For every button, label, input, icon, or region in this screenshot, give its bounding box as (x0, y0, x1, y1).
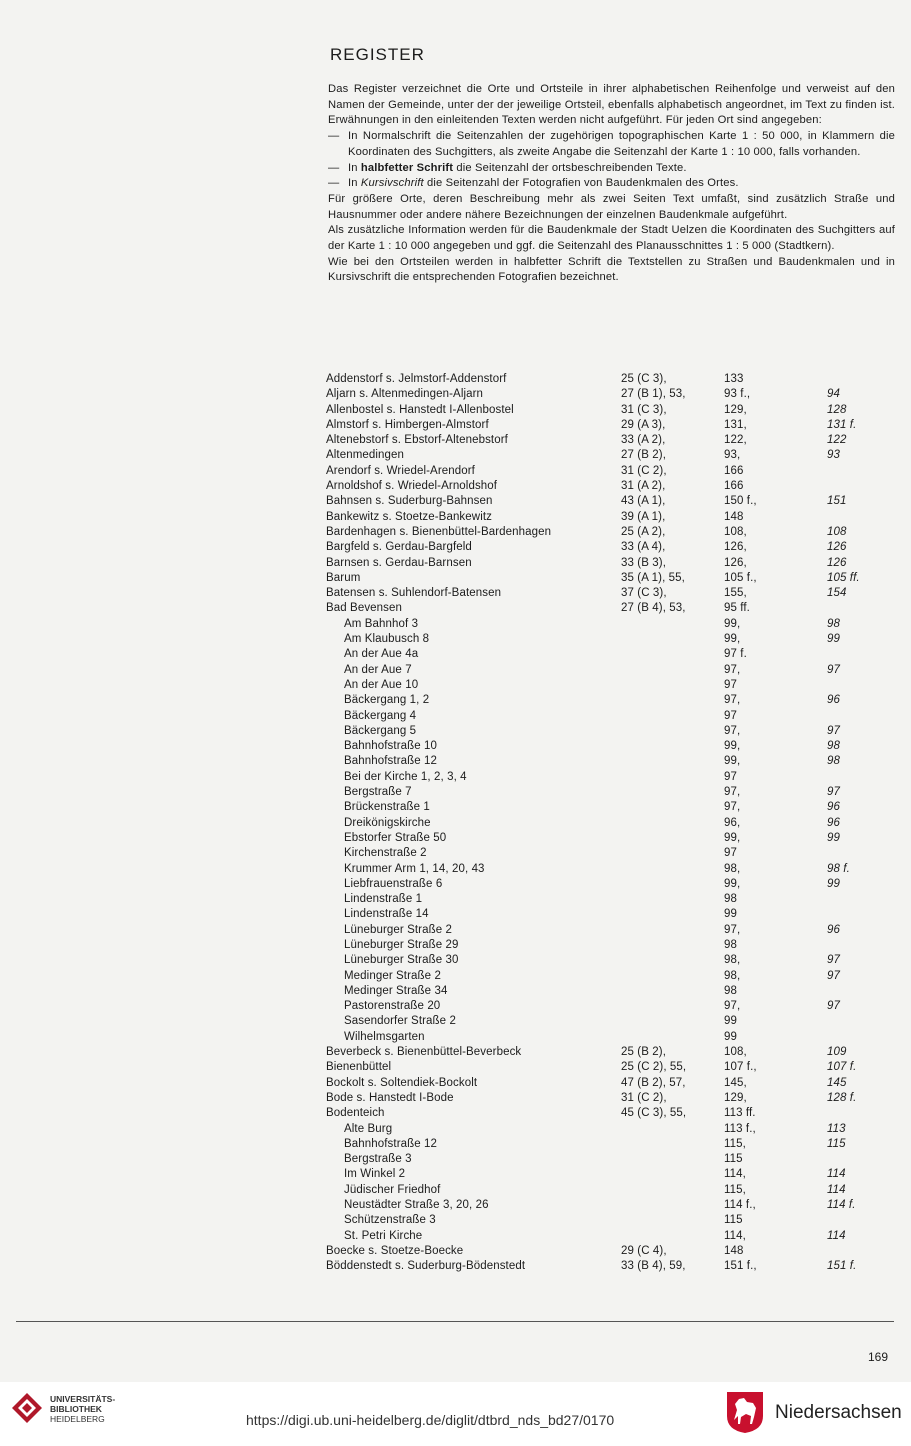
map-reference: 31 (C 3), (621, 403, 667, 416)
entry-name: Arendorf s. Wriedel-Arendorf (326, 464, 475, 477)
map-reference: 25 (C 2), 55, (621, 1061, 687, 1074)
text-page: 97 f. (724, 648, 747, 661)
text-page: 155, (724, 587, 747, 600)
photo-page: 114 (827, 1183, 846, 1196)
register-entry (318, 387, 878, 402)
map-reference: 27 (B 1), 53, (621, 388, 686, 401)
register-entry (318, 1106, 878, 1121)
map-reference: 43 (A 1), (621, 495, 666, 508)
entry-name: Schützenstraße 3 (344, 1214, 436, 1227)
intro-paragraph: Für größere Orte, deren Beschreibung mehr als zwei Seiten Text umfaßt, sind zusätzlich Straße und Hausnummer oder andere nähere Bezeichnungen der einzelnen Baudenkmale aufgeführt. (328, 192, 895, 221)
text-page: 126, (724, 541, 747, 554)
text-page: 105 f., (724, 571, 757, 584)
map-reference: 31 (C 2), (621, 464, 667, 477)
intro-dash-item (328, 129, 895, 160)
dash-mark: — (328, 130, 340, 143)
entry-name: Am Bahnhof 3 (344, 617, 419, 630)
entry-name: Lüneburger Straße 30 (344, 954, 459, 967)
text-page: 145, (724, 1076, 747, 1089)
entry-name: Bahnhofstraße 12 (344, 755, 438, 768)
text-page: 151 f., (724, 1260, 757, 1273)
text-page: 131, (724, 418, 747, 431)
entry-name: Bargfeld s. Gerdau-Bargfeld (326, 541, 472, 554)
entry-name: Im Winkel 2 (344, 1168, 406, 1181)
entry-name: Medinger Straße 34 (344, 984, 448, 997)
document-url-link[interactable]: https://digi.ub.uni-heidelberg.de/diglit/dtbrd_nds_bd27/0170 (246, 1412, 615, 1428)
text-page: 114, (724, 1229, 746, 1242)
map-reference: 33 (B 3), (621, 556, 667, 569)
text-page: 98 (724, 893, 737, 906)
map-reference: 27 (B 2), (621, 449, 667, 462)
text-page: 99, (724, 633, 741, 646)
register-subentry (318, 785, 878, 800)
text-page: 98, (724, 862, 741, 875)
text-page: 98, (724, 969, 741, 982)
text-page: 148 (724, 510, 744, 523)
niedersachsen-horse-icon[interactable] (725, 1390, 765, 1434)
entry-name: Aljarn s. Altenmedingen-Aljarn (326, 388, 484, 401)
register-subentry (318, 800, 878, 815)
text-page: 113 f., (724, 1122, 756, 1135)
register-entry (318, 571, 878, 586)
photo-page: 131 f. (827, 418, 857, 431)
entry-name: Barnsen s. Gerdau-Barnsen (326, 556, 472, 569)
entry-name: Boecke s. Stoetze-Boecke (326, 1244, 464, 1257)
entry-name: Altenmedingen (326, 449, 405, 462)
text-page: 166 (724, 480, 744, 493)
text-page: 108, (724, 525, 747, 538)
intro-paragraph: Wie bei den Ortsteilen werden in halbfetter Schrift die Textstellen zu Straßen und Baudenkmalen und in Kursivschrift die entsprechenden Fotografien bezeichnet. (328, 255, 895, 284)
photo-page: 151 f. (827, 1260, 857, 1273)
register-subentry (318, 846, 878, 861)
text-page: 150 f., (724, 495, 757, 508)
text-page: 97, (724, 663, 741, 676)
text-page: 166 (724, 464, 744, 477)
photo-page: 114 (827, 1229, 846, 1242)
map-reference: 33 (B 4), 59, (621, 1260, 686, 1273)
text-page: 95 ff. (724, 602, 750, 615)
entry-name: Bahnhofstraße 10 (344, 740, 438, 753)
register-entry (318, 556, 878, 571)
entry-name: Allenbostel s. Hanstedt I-Allenbostel (326, 403, 514, 416)
text-page: 97 (724, 847, 737, 860)
register-entry (318, 464, 878, 479)
register-subentry (318, 1152, 878, 1167)
register-subentry (318, 770, 878, 785)
text-page: 98 (724, 984, 737, 997)
photo-page: 98 (827, 617, 840, 630)
entry-name: Lindenstraße 1 (344, 893, 423, 906)
library-line: HEIDELBERG (50, 1414, 105, 1424)
entry-name: Am Klaubusch 8 (344, 633, 430, 646)
text-page: 98 (724, 938, 737, 951)
dash-text (348, 176, 895, 192)
state-name[interactable]: Niedersachsen (775, 1402, 902, 1423)
register-subentry (318, 724, 878, 739)
text-page: 97, (724, 694, 741, 707)
register-subentry (318, 923, 878, 938)
register-subentry (318, 1014, 878, 1029)
photo-page: 97 (827, 724, 840, 737)
register-subentry (318, 1198, 878, 1213)
entry-name: Arnoldshof s. Wriedel-Arnoldshof (326, 480, 498, 493)
map-reference: 31 (C 2), (621, 1091, 667, 1104)
dash-text: In Normalschrift die Seitenzahlen der zugehörigen topographischen Karte 1 : 50 000, in Klammern die Koordinaten des Suchgitters, als zweite Angabe die Seitenzahl der Karte 1 : 10 000, falls vorhanden. (348, 130, 895, 158)
register-list (318, 372, 878, 1275)
photo-page: 145 (827, 1076, 847, 1089)
text-page: 108, (724, 1046, 747, 1059)
text-page: 99, (724, 617, 741, 630)
entry-name: Bergstraße 3 (344, 1153, 412, 1166)
ub-heidelberg-logo-icon[interactable] (10, 1391, 44, 1425)
map-reference: 47 (B 2), 57, (621, 1076, 686, 1089)
entry-name: An der Aue 4a (344, 648, 419, 661)
map-reference: 33 (A 4), (621, 541, 666, 554)
entry-name: Batensen s. Suhlendorf-Batensen (326, 587, 502, 600)
intro-dash-item (328, 161, 895, 177)
library-line: UNIVERSITÄTS- (50, 1394, 116, 1404)
text-page: 107 f., (724, 1061, 757, 1074)
register-entry (318, 372, 878, 387)
register-entry (318, 403, 878, 418)
photo-page: 97 (827, 969, 840, 982)
entry-name: Bahnhofstraße 12 (344, 1137, 438, 1150)
map-reference: 39 (A 1), (621, 510, 666, 523)
text-page: 129, (724, 403, 747, 416)
text-page: 97, (724, 1000, 741, 1013)
entry-name: Neustädter Straße 3, 20, 26 (344, 1199, 489, 1212)
photo-page: 151 (827, 495, 847, 508)
text-page: 93 f., (724, 388, 751, 401)
text-page: 97, (724, 801, 741, 814)
entry-name: Bäckergang 1, 2 (344, 694, 430, 707)
register-subentry (318, 663, 878, 678)
entry-name: St. Petri Kirche (344, 1229, 423, 1242)
footer-divider (16, 1321, 894, 1322)
photo-page: 108 (827, 525, 847, 538)
entry-name: Alte Burg (344, 1122, 393, 1135)
photo-page: 99 (827, 633, 840, 646)
register-subentry (318, 1213, 878, 1228)
text-page: 99 (724, 1015, 737, 1028)
entry-name: Bäckergang 5 (344, 724, 417, 737)
map-reference: 45 (C 3), 55, (621, 1107, 687, 1120)
photo-page: 114 (827, 1168, 846, 1181)
photo-page: 126 (827, 556, 847, 569)
register-subentry (318, 754, 878, 769)
text-page: 115 (724, 1153, 743, 1166)
text-page: 133 (724, 373, 744, 385)
register-entry (318, 586, 878, 601)
photo-page: 97 (827, 786, 840, 799)
register-entry (318, 601, 878, 616)
dash-mark: — (328, 161, 340, 174)
text-page: 99, (724, 755, 741, 768)
text-page: 99 (724, 908, 737, 921)
text-page: 97, (724, 923, 741, 936)
register-subentry (318, 739, 878, 754)
map-reference: 31 (A 2), (621, 480, 666, 493)
entry-name: Ebstorfer Straße 50 (344, 831, 447, 844)
photo-page: 126 (827, 541, 847, 554)
text-page: 126, (724, 556, 747, 569)
register-subentry (318, 1167, 878, 1182)
entry-name: Altenebstorf s. Ebstorf-Altenebstorf (326, 434, 508, 447)
register-subentry (318, 632, 878, 647)
entry-name: Bodenteich (326, 1107, 385, 1120)
register-subentry (318, 816, 878, 831)
register-entry (318, 494, 878, 509)
register-subentry (318, 678, 878, 693)
map-reference: 35 (A 1), 55, (621, 571, 685, 584)
intro-paragraph: Als zusätzliche Information werden für die Baudenkmale der Stadt Uelzen die Koordinaten des Suchgitters auf der Karte 1 : 10 000 angegeben und ggf. die Seitenzahl des Planausschnittes 1 : 5 000 (Stadtkern). (328, 224, 895, 253)
text-page: 99, (724, 877, 741, 890)
dash-text-italic: Kursivschrift (360, 177, 424, 190)
register-subentry (318, 831, 878, 846)
dash-text (348, 161, 895, 177)
photo-page: 154 (827, 587, 847, 600)
photo-page: 98 (827, 755, 840, 768)
library-line: BIBLIOTHEK (50, 1404, 102, 1414)
register-subentry (318, 1183, 878, 1198)
photo-page: 115 (827, 1137, 846, 1150)
text-page: 98, (724, 954, 741, 967)
photo-page: 98 (827, 740, 840, 753)
photo-page: 105 ff. (827, 571, 860, 584)
page-number: 169 (868, 1350, 889, 1364)
entry-name: Pastorenstraße 20 (344, 1000, 441, 1013)
text-page: 97, (724, 724, 741, 737)
library-name[interactable] (50, 1394, 115, 1424)
entry-name: Lüneburger Straße 2 (344, 923, 453, 936)
entry-name: Jüdischer Friedhof (344, 1183, 441, 1196)
register-subentry (318, 953, 878, 968)
map-reference: 29 (C 4), (621, 1244, 667, 1257)
register-subentry (318, 938, 878, 953)
text-page: 115, (724, 1183, 746, 1196)
photo-page: 109 (827, 1046, 847, 1059)
register-subentry (318, 709, 878, 724)
photo-page: 113 (827, 1122, 846, 1135)
text-page: 113 ff. (724, 1107, 756, 1120)
register-subentry (318, 617, 878, 632)
photo-page: 94 (827, 388, 840, 401)
map-reference: 25 (B 2), (621, 1046, 667, 1059)
photo-page: 97 (827, 1000, 840, 1013)
entry-name: Lüneburger Straße 29 (344, 938, 459, 951)
dash-text-pre: In (348, 177, 361, 190)
register-subentry (318, 969, 878, 984)
register-subentry (318, 984, 878, 999)
photo-page: 96 (827, 923, 840, 936)
photo-page: 97 (827, 663, 840, 676)
register-entry (318, 418, 878, 433)
entry-name: Bahnsen s. Suderburg-Bahnsen (326, 495, 493, 508)
entry-name: Brückenstraße 1 (344, 801, 430, 814)
register-subentry (318, 1137, 878, 1152)
register-entry (318, 510, 878, 525)
register-subentry (318, 907, 878, 922)
entry-name: Almstorf s. Himbergen-Almstorf (326, 418, 489, 431)
entry-name: Dreikönigskirche (344, 816, 431, 829)
photo-page: 96 (827, 801, 840, 814)
map-reference: 27 (B 4), 53, (621, 602, 686, 615)
entry-name: Wilhelmsgarten (344, 1030, 425, 1043)
photo-page: 97 (827, 954, 840, 967)
text-page: 93, (724, 449, 741, 462)
page-title: REGISTER (330, 45, 425, 64)
register-entry (318, 540, 878, 555)
entry-name: An der Aue 10 (344, 678, 419, 691)
entry-name: Bergstraße 7 (344, 786, 412, 799)
text-page: 148 (724, 1244, 744, 1257)
text-page: 97, (724, 786, 741, 799)
text-page: 129, (724, 1091, 747, 1104)
text-page: 96, (724, 816, 741, 829)
photo-page: 96 (827, 694, 840, 707)
text-page: 114, (724, 1168, 746, 1181)
text-page: 97 (724, 770, 737, 783)
register-subentry (318, 693, 878, 708)
register-subentry (318, 999, 878, 1014)
register-subentry (318, 862, 878, 877)
entry-name: Addenstorf s. Jelmstorf-Addenstorf (326, 373, 507, 385)
register-subentry (318, 1122, 878, 1137)
entry-name: Liebfrauenstraße 6 (344, 877, 443, 890)
map-reference: 25 (C 3), (621, 373, 667, 385)
intro-dash-item (328, 176, 895, 192)
photo-page: 122 (827, 434, 847, 447)
photo-page: 93 (827, 449, 840, 462)
register-entry (318, 525, 878, 540)
dash-text-post: die Seitenzahl der Fotografien von Baudenkmalen des Ortes. (423, 177, 739, 190)
register-entry (318, 1060, 878, 1075)
text-page: 99, (724, 740, 741, 753)
text-page: 97 (724, 678, 737, 691)
register-entry (318, 1045, 878, 1060)
map-reference: 33 (A 2), (621, 434, 666, 447)
photo-page: 99 (827, 877, 840, 890)
register-subentry (318, 892, 878, 907)
dash-mark: — (328, 177, 340, 190)
entry-name: Bode s. Hanstedt I-Bode (326, 1091, 454, 1104)
map-reference: 29 (A 3), (621, 418, 666, 431)
map-reference: 25 (A 2), (621, 525, 666, 538)
register-subentry (318, 1030, 878, 1045)
entry-name: Bienenbüttel (326, 1061, 392, 1074)
photo-page: 96 (827, 816, 840, 829)
photo-page: 107 f. (827, 1061, 857, 1074)
text-page: 97 (724, 709, 737, 722)
entry-name: Bockolt s. Soltendiek-Bockolt (326, 1076, 478, 1089)
text-page: 99, (724, 831, 741, 844)
register-entry (318, 1076, 878, 1091)
text-page: 115, (724, 1137, 746, 1150)
entry-name: Sasendorfer Straße 2 (344, 1015, 456, 1028)
map-reference: 37 (C 3), (621, 587, 667, 600)
photo-page: 128 (827, 403, 847, 416)
photo-page: 98 f. (827, 862, 850, 875)
entry-name: Bankewitz s. Stoetze-Bankewitz (326, 510, 492, 523)
register-subentry (318, 877, 878, 892)
intro-text (328, 82, 895, 286)
entry-name: Krummer Arm 1, 14, 20, 43 (344, 862, 485, 875)
register-entry (318, 1259, 878, 1274)
entry-name: Barum (326, 571, 361, 584)
register-entry (318, 433, 878, 448)
photo-page: 114 f. (827, 1199, 856, 1212)
entry-name: Kirchenstraße 2 (344, 847, 427, 860)
register-entry (318, 1244, 878, 1259)
register-entry (318, 448, 878, 463)
text-page: 99 (724, 1030, 737, 1043)
entry-name: Beverbeck s. Bienenbüttel-Beverbeck (326, 1046, 522, 1059)
dash-text-pre: In (348, 161, 361, 174)
register-subentry (318, 1229, 878, 1244)
entry-name: Bäckergang 4 (344, 709, 417, 722)
dash-text-bold: halbfetter Schrift (360, 161, 454, 174)
text-page: 114 f., (724, 1199, 756, 1212)
register-entry (318, 479, 878, 494)
entry-name: Medinger Straße 2 (344, 969, 441, 982)
entry-name: Bardenhagen s. Bienenbüttel-Bardenhagen (326, 525, 552, 538)
entry-name: Böddenstedt s. Suderburg-Bödenstedt (326, 1260, 526, 1273)
register-entry (318, 1091, 878, 1106)
entry-name: An der Aue 7 (344, 663, 412, 676)
dash-text-post: die Seitenzahl der ortsbeschreibenden Texte. (453, 161, 687, 174)
photo-page: 128 f. (827, 1091, 857, 1104)
text-page: 115 (724, 1214, 743, 1227)
text-page: 122, (724, 434, 747, 447)
intro-paragraph: Das Register verzeichnet die Orte und Ortsteile in ihrer alphabetischen Reihenfolge und verweist auf den Namen der Gemeinde, unter der der jeweilige Ortsteil, ebenfalls alphabetisch angeordnet, im Text zu finden ist. Erwähnungen in den einleitenden Texten werden nicht aufgeführt. Für jeden Ort sind angegeben: (328, 83, 895, 127)
entry-name: Lindenstraße 14 (344, 908, 429, 921)
entry-name: Bad Bevensen (326, 602, 403, 615)
entry-name: Bei der Kirche 1, 2, 3, 4 (344, 770, 467, 783)
register-subentry (318, 647, 878, 662)
photo-page: 99 (827, 831, 840, 844)
